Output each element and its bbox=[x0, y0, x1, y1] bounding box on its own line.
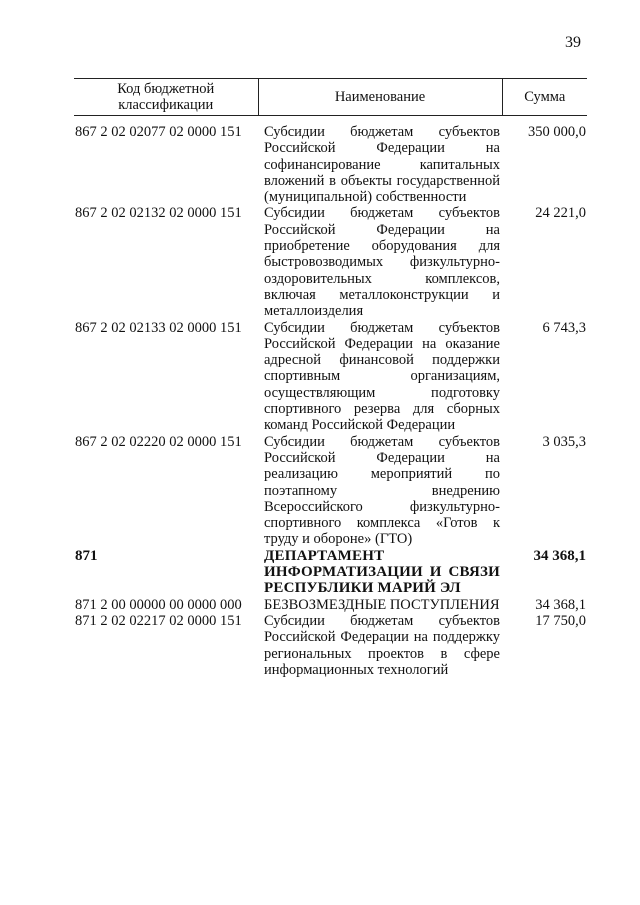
row-sum: 17 750,0 bbox=[535, 612, 586, 629]
row-name: Субсидии бюджетам субъектов Российской Федерации на приобретение оборудования для быстровозводимых физкультурно-оздоровительных комплексов, включая металлоконструкции и металлоизделия bbox=[264, 205, 500, 320]
table-row-department bbox=[74, 548, 587, 597]
row-sum: 6 743,3 bbox=[542, 319, 586, 336]
row-code: 867 2 02 02132 02 0000 151 bbox=[75, 205, 242, 222]
table-row bbox=[74, 116, 587, 206]
row-code: 871 2 00 00000 00 0000 000 bbox=[75, 596, 242, 613]
row-code: 867 2 02 02077 02 0000 151 bbox=[75, 124, 242, 140]
header-sum: Сумма bbox=[502, 79, 587, 116]
row-name: Субсидии бюджетам субъектов Российской Федерации на реализацию мероприятий по поэтапному внедрению Всероссийского физкультурно-спортивного комплекса «Готов к труду и обороне» (ГТО) bbox=[264, 433, 500, 548]
row-sum: 350 000,0 bbox=[528, 124, 586, 140]
header-code: Код бюджетной классификации bbox=[74, 79, 258, 116]
table-row bbox=[74, 320, 587, 434]
row-sum: 24 221,0 bbox=[535, 205, 586, 222]
row-sum: 34 368,1 bbox=[533, 547, 586, 564]
row-name: Субсидии бюджетам субъектов Российской Федерации на софинансирование капитальных вложений в объекты государственной (муниципальной) собственности bbox=[264, 124, 500, 206]
budget-table bbox=[74, 78, 587, 678]
row-name: Субсидии бюджетам субъектов Российской Федерации на поддержку региональных проектов в сфере информационных технологий bbox=[264, 612, 500, 678]
row-code: 867 2 02 02133 02 0000 151 bbox=[75, 319, 242, 336]
table-row bbox=[74, 613, 587, 678]
row-code: 871 2 02 02217 02 0000 151 bbox=[75, 612, 242, 629]
row-name: ДЕПАРТАМЕНТ ИНФОРМАТИЗАЦИИ И СВЯЗИ РЕСПУБЛИКИ МАРИЙ ЭЛ bbox=[264, 547, 500, 597]
table-row bbox=[74, 597, 587, 613]
row-code: 871 bbox=[75, 547, 98, 564]
page-number: 39 bbox=[565, 34, 581, 51]
row-sum: 34 368,1 bbox=[535, 596, 586, 613]
row-code: 867 2 02 02220 02 0000 151 bbox=[75, 433, 242, 450]
table-header-row bbox=[74, 79, 587, 116]
table-row bbox=[74, 205, 587, 319]
row-sum: 3 035,3 bbox=[542, 433, 586, 450]
table-row bbox=[74, 434, 587, 548]
row-name: Субсидии бюджетам субъектов Российской Федерации на оказание адресной финансовой поддержки спортивным организациям, осуществляющим подготовку спортивного резерва для сборных команд Российской Федерации bbox=[264, 319, 500, 434]
header-name: Наименование bbox=[258, 79, 502, 116]
row-name: БЕЗВОЗМЕЗДНЫЕ ПОСТУПЛЕНИЯ bbox=[264, 596, 500, 613]
